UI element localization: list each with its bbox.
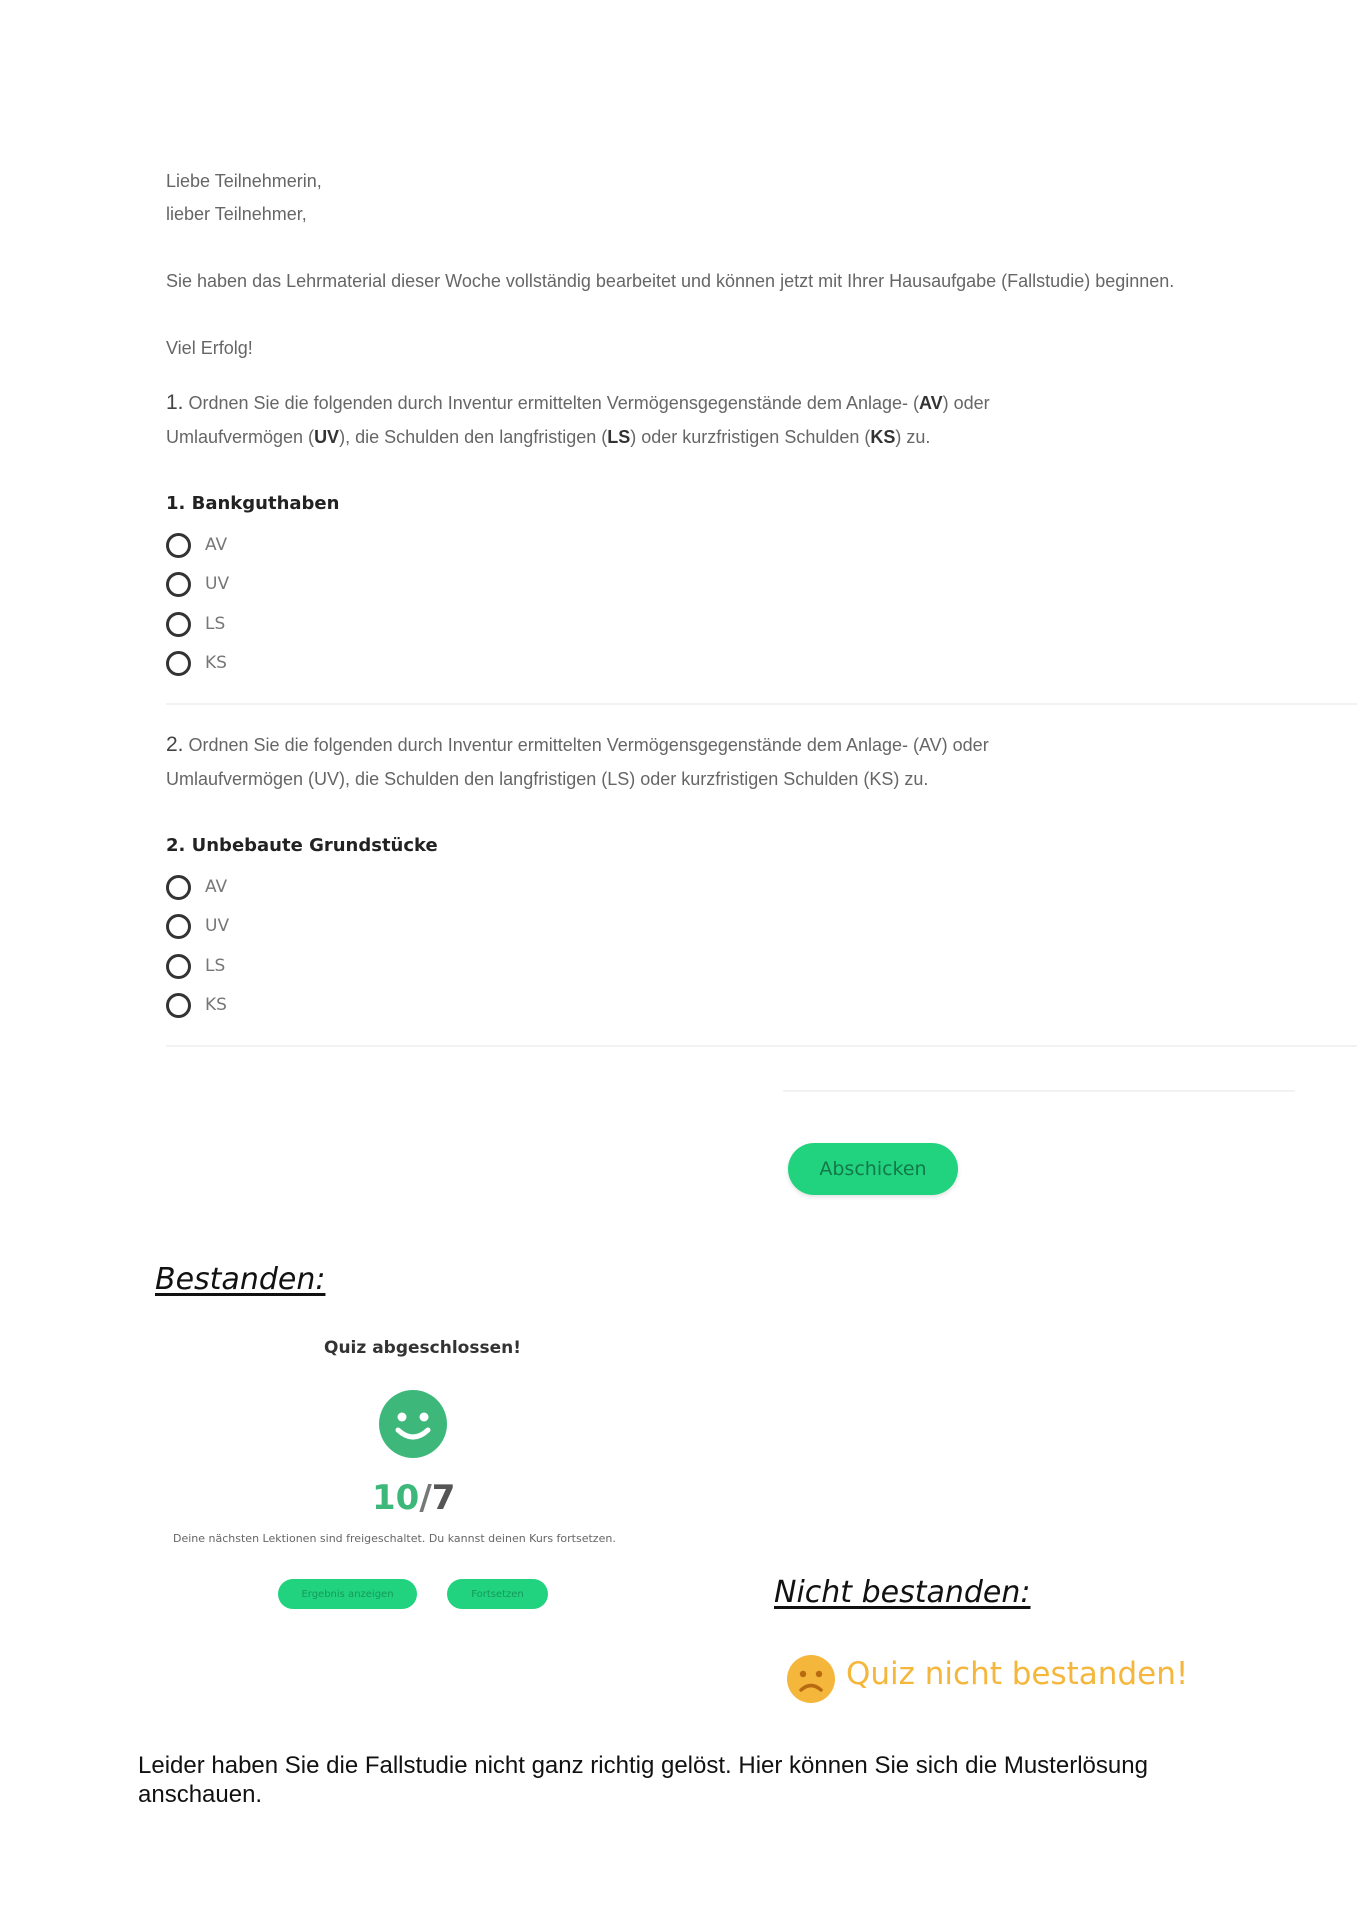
q1-option-uv[interactable]: [166, 569, 229, 599]
option-label: LS: [205, 956, 226, 976]
quiz-completed-title: Quiz abgeschlossen!: [324, 1338, 521, 1358]
score-separator: /: [419, 1478, 432, 1518]
divider: [166, 1045, 1357, 1047]
passed-heading: Bestanden:: [155, 1262, 326, 1297]
radio-button[interactable]: [166, 954, 191, 979]
quiz-score: [372, 1478, 455, 1518]
question-2-text-line-2: Umlaufvermögen (UV), die Schulden den langfristigen (LS) oder kurzfristigen Schulden (KS) zu.: [166, 769, 929, 789]
option-label: LS: [205, 614, 226, 634]
option-label: UV: [205, 574, 230, 594]
option-label: UV: [205, 916, 230, 936]
footer-message: Leider haben Sie die Fallstudie nicht ganz richtig gelöst. Hier können Sie sich die Musterlösung anschauen.: [138, 1752, 1148, 1808]
divider: [166, 703, 1357, 705]
q1-option-ls[interactable]: [166, 609, 225, 639]
radio-button[interactable]: [166, 612, 191, 637]
option-label: KS: [205, 653, 227, 673]
quiz-failed-text: Quiz nicht bestanden!: [846, 1656, 1189, 1692]
q2-option-ks[interactable]: [166, 990, 227, 1020]
radio-button[interactable]: [166, 651, 191, 676]
smiley-happy-icon: [378, 1389, 448, 1459]
option-label: KS: [205, 995, 227, 1015]
continue-button[interactable]: Fortsetzen: [447, 1579, 548, 1609]
question-1-title: 1. Bankguthaben: [166, 493, 340, 514]
q2-option-ls[interactable]: [166, 951, 225, 981]
failed-heading: Nicht bestanden:: [774, 1575, 1031, 1610]
option-label: AV: [205, 535, 228, 555]
option-label: AV: [205, 877, 228, 897]
unlock-message: Deine nächsten Lektionen sind freigeschaltet. Du kannst deinen Kurs fortsetzen.: [173, 1532, 616, 1545]
greeting-line-1: Liebe Teilnehmerin,: [166, 171, 322, 191]
radio-button[interactable]: [166, 875, 191, 900]
question-1-number: 1.: [166, 391, 184, 414]
q2-option-av[interactable]: [166, 872, 227, 902]
smiley-sad-icon: [786, 1654, 836, 1704]
q2-option-uv[interactable]: [166, 911, 229, 941]
question-2-text: 2. Ordnen Sie die folgenden durch Inventur ermittelten Vermögensgegenstände dem Anlage- (AV) oder: [166, 733, 989, 756]
question-1-text: 1. Ordnen Sie die folgenden durch Inventur ermittelten Vermögensgegenstände dem Anlage- (AV) oder: [166, 391, 990, 414]
score-total: 7: [431, 1478, 456, 1518]
greeting-line-2: lieber Teilnehmer,: [166, 204, 307, 224]
divider: [783, 1090, 1295, 1092]
good-luck-text: Viel Erfolg!: [166, 338, 253, 358]
q1-option-av[interactable]: [166, 530, 227, 560]
question-2-number: 2.: [166, 733, 184, 756]
show-result-button[interactable]: Ergebnis anzeigen: [278, 1579, 417, 1609]
intro-text: Sie haben das Lehrmaterial dieser Woche vollständig bearbeitet und können jetzt mit Ihrer Hausaufgabe (Fallstudie) beginnen.: [166, 271, 1175, 291]
score-value: 10: [372, 1478, 420, 1518]
radio-button[interactable]: [166, 572, 191, 597]
question-1-text-line-2: Umlaufvermögen (UV), die Schulden den langfristigen (LS) oder kurzfristigen Schulden (KS) zu.: [166, 427, 931, 447]
radio-button[interactable]: [166, 914, 191, 939]
radio-button[interactable]: [166, 533, 191, 558]
question-2-title: 2. Unbebaute Grundstücke: [166, 835, 438, 856]
q1-option-ks[interactable]: [166, 648, 227, 678]
radio-button[interactable]: [166, 993, 191, 1018]
submit-button[interactable]: Abschicken: [788, 1143, 958, 1195]
